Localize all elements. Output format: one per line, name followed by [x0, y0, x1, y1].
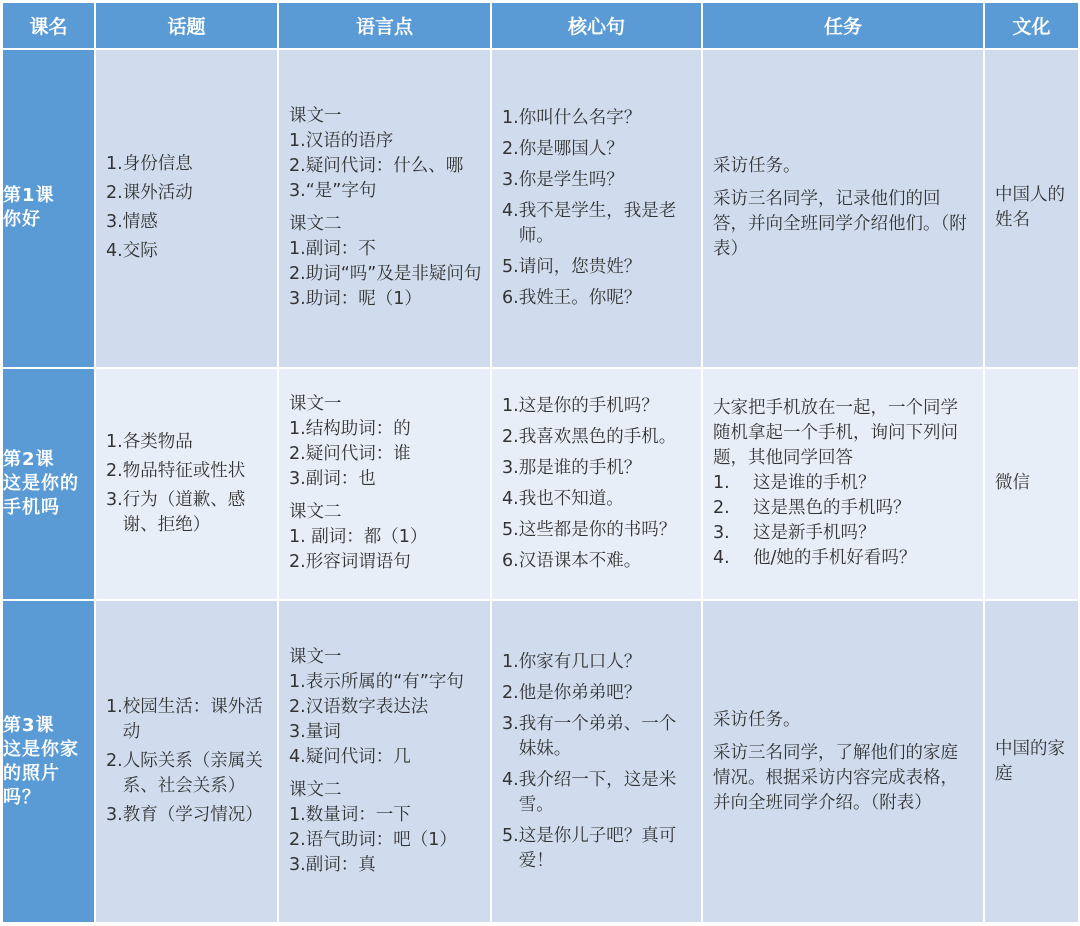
text-section-title: 课文一 [289, 394, 342, 415]
header-culture: 文化 [984, 2, 1079, 49]
language-point-text: 数量词：一下 [305, 805, 411, 826]
task-question-item [713, 546, 975, 571]
language-point-item [289, 745, 482, 770]
topic-list [106, 695, 269, 828]
culture-cell [984, 368, 1079, 601]
syllabus-table [1, 1, 1080, 924]
culture-text: 中国人的姓名 [995, 185, 1065, 231]
language-point-number: 4. [289, 747, 306, 768]
lesson-cell [2, 368, 95, 601]
language-point-number: 2. [289, 156, 306, 177]
lesson-title: 这是你的手机吗 [3, 472, 79, 518]
language-point-item [289, 720, 482, 745]
language-point-number: 3. [289, 181, 306, 202]
language-point-item [289, 129, 482, 154]
language-point-number: 1. [289, 419, 306, 440]
topic-number: 2. [106, 751, 123, 772]
core-sentence-item [502, 487, 693, 512]
core-sentence-cell [491, 600, 702, 923]
language-point-text: 形容词谓语句 [305, 552, 411, 573]
topic-item [106, 695, 269, 745]
language-point-item [289, 442, 482, 467]
language-point-item [289, 287, 482, 312]
lesson-number: 第1课 [3, 185, 55, 207]
core-sentence-text: 我不是学生，我是老师。 [518, 200, 677, 246]
core-sentence-number: 4. [502, 488, 519, 509]
core-sentence-number: 2. [502, 682, 519, 703]
topic-item [106, 488, 269, 538]
language-point-text: 语气助词：吧（1） [305, 830, 457, 851]
core-sentence-number: 3. [502, 457, 519, 478]
core-sentence-list [502, 650, 693, 874]
text-section [289, 500, 482, 575]
language-point-text: 量词 [305, 722, 341, 743]
core-sentence-number: 3. [502, 713, 519, 734]
language-points-cell [278, 49, 491, 368]
core-sentence-text: 这是你儿子吧？真可爱！ [518, 825, 677, 871]
language-point-item [289, 262, 482, 287]
core-sentence-list [502, 106, 693, 311]
language-point-text: 副词：不 [305, 239, 376, 260]
core-sentence-text: 他是你弟弟吧？ [518, 682, 642, 703]
lesson-title: 你好 [3, 209, 41, 231]
core-sentence-text: 汉语课本不难。 [518, 550, 642, 571]
core-sentence-item [502, 650, 693, 675]
core-sentence-text: 我喜欢黑色的手机。 [518, 426, 677, 447]
language-point-list [289, 803, 482, 878]
topic-number: 4. [106, 241, 123, 262]
language-point-text: “是”字句 [305, 181, 377, 202]
language-points-cell [278, 600, 491, 923]
lesson-number: 第2课 [3, 448, 55, 470]
topic-cell [95, 49, 278, 368]
task-paragraph: 大家把手机放在一起，一个同学随机拿起一个手机，询问下列问题，其他同学回答 [713, 398, 958, 469]
topic-text: 行为（道歉、感谢、拒绝） [122, 489, 246, 535]
core-sentence-number: 1. [502, 395, 519, 416]
language-point-number: 3. [289, 289, 306, 310]
language-point-number: 2. [289, 552, 306, 573]
language-point-number: 3. [289, 855, 306, 876]
core-sentence-text: 这是你的手机吗？ [518, 395, 659, 416]
task-question-list [713, 471, 975, 571]
core-sentence-text: 你叫什么名字？ [518, 107, 642, 128]
language-point-item [289, 670, 482, 695]
core-sentence-item [502, 768, 693, 818]
topic-list [106, 430, 269, 538]
language-point-item [289, 853, 482, 878]
language-point-item [289, 154, 482, 179]
core-sentence-text: 我姓王。你呢？ [518, 287, 642, 308]
language-point-number: 3. [289, 469, 306, 490]
core-sentence-text: 我也不知道。 [518, 488, 624, 509]
text-section-title: 课文一 [289, 106, 342, 127]
topic-number: 2. [106, 460, 123, 481]
core-sentence-item [502, 106, 693, 131]
lesson-number: 第3课 [3, 714, 55, 736]
language-point-text: 助词：呢（1） [305, 289, 422, 310]
core-sentence-text: 你是哪国人？ [518, 138, 624, 159]
topic-item [106, 430, 269, 455]
text-section [289, 778, 482, 878]
language-point-item [289, 179, 482, 204]
core-sentence-number: 2. [502, 426, 519, 447]
language-point-text: 副词：都（1） [311, 527, 428, 548]
language-point-list [289, 237, 482, 312]
core-sentence-item [502, 425, 693, 450]
lesson-cell [2, 49, 95, 368]
topic-item [106, 152, 269, 177]
lesson-title: 这是你家的照片吗？ [3, 738, 79, 808]
core-sentence-text: 请问，您贵姓？ [518, 256, 642, 277]
topic-item [106, 459, 269, 484]
language-point-number: 1. [289, 131, 306, 152]
core-sentence-item [502, 255, 693, 280]
core-sentence-text: 我有一个弟弟、一个妹妹。 [518, 713, 677, 759]
core-sentence-number: 1. [502, 107, 519, 128]
language-point-item [289, 525, 482, 550]
task-question-text: 这是新手机吗？ [753, 523, 876, 544]
task-question-number: 4. [713, 548, 730, 569]
language-point-text: 汉语的语序 [305, 131, 394, 152]
language-point-item [289, 467, 482, 492]
core-sentence-item [502, 199, 693, 249]
text-section-title: 课文二 [289, 780, 342, 801]
core-sentence-text: 我介绍一下，这是米雪。 [518, 769, 677, 815]
language-point-number: 3. [289, 722, 306, 743]
topic-text: 教育（学习情况） [122, 805, 263, 826]
core-sentence-number: 1. [502, 651, 519, 672]
core-sentence-item [502, 456, 693, 481]
core-sentence-item [502, 712, 693, 762]
culture-text: 中国的家庭 [995, 738, 1065, 784]
header-row [2, 2, 1079, 49]
core-sentence-cell [491, 368, 702, 601]
task-question-item [713, 521, 975, 546]
language-point-text: 疑问代词：几 [305, 747, 411, 768]
text-section-title: 课文二 [289, 502, 342, 523]
culture-cell [984, 49, 1079, 368]
core-sentence-item [502, 549, 693, 574]
core-sentence-item [502, 137, 693, 162]
task-question-text: 他/她的手机好看吗？ [753, 548, 917, 569]
culture-cell [984, 600, 1079, 923]
topic-item [106, 803, 269, 828]
core-sentence-list [502, 394, 693, 574]
core-sentence-number: 6. [502, 550, 519, 571]
language-point-number: 2. [289, 444, 306, 465]
language-point-number: 2. [289, 830, 306, 851]
language-point-number: 1. [289, 239, 306, 260]
core-sentence-item [502, 286, 693, 311]
core-sentence-number: 2. [502, 138, 519, 159]
text-section-title: 课文一 [289, 647, 342, 668]
topic-number: 1. [106, 431, 123, 452]
core-sentence-cell [491, 49, 702, 368]
text-section [289, 104, 482, 204]
core-sentence-item [502, 394, 693, 419]
text-section-title: 课文二 [289, 214, 342, 235]
language-point-text: 副词：真 [305, 855, 376, 876]
text-section [289, 645, 482, 770]
culture-text: 微信 [995, 473, 1030, 494]
language-point-number: 1. [289, 527, 312, 548]
task-cell [702, 368, 984, 601]
language-point-text: 表示所属的“有”字句 [305, 672, 464, 693]
language-point-text: 结构助词：的 [305, 419, 411, 440]
lesson-cell [2, 600, 95, 923]
topic-text: 课外活动 [122, 183, 193, 204]
lesson-row [2, 600, 1079, 923]
topic-text: 情感 [122, 212, 158, 233]
lesson-row [2, 368, 1079, 601]
language-point-number: 2. [289, 264, 306, 285]
task-question-item [713, 496, 975, 521]
topic-text: 身份信息 [122, 154, 193, 175]
topic-text: 物品特征或性状 [122, 460, 246, 481]
topic-item [106, 239, 269, 264]
core-sentence-number: 4. [502, 769, 519, 790]
language-point-text: 疑问代词：谁 [305, 444, 411, 465]
language-point-number: 1. [289, 672, 306, 693]
topic-text: 各类物品 [122, 431, 193, 452]
language-point-item [289, 803, 482, 828]
core-sentence-text: 那是谁的手机？ [518, 457, 642, 478]
task-paragraph: 采访任务。 [713, 709, 801, 730]
text-section [289, 392, 482, 492]
task-question-item [713, 471, 975, 496]
text-section [289, 212, 482, 312]
task-question-number: 3. [713, 523, 730, 544]
core-sentence-text: 你家有几口人？ [518, 651, 642, 672]
language-point-text: 汉语数字表达法 [305, 697, 429, 718]
task-paragraph: 采访任务。 [713, 156, 801, 177]
core-sentence-number: 6. [502, 287, 519, 308]
task-question-text: 这是黑色的手机吗？ [753, 498, 911, 519]
topic-number: 3. [106, 212, 123, 233]
topic-item [106, 181, 269, 206]
topic-number: 2. [106, 183, 123, 204]
core-sentence-number: 4. [502, 200, 519, 221]
language-point-list [289, 129, 482, 204]
language-point-item [289, 828, 482, 853]
task-paragraph: 采访三名同学，了解他们的家庭情况。根据采访内容完成表格，并向全班同学介绍。（附表） [713, 742, 958, 813]
topic-text: 校园生活：课外活动 [122, 697, 263, 743]
topic-number: 3. [106, 805, 123, 826]
lesson-row [2, 49, 1079, 368]
core-sentence-number: 3. [502, 169, 519, 190]
language-point-number: 2. [289, 697, 306, 718]
task-question-text: 这是谁的手机？ [753, 473, 876, 494]
language-point-item [289, 237, 482, 262]
topic-number: 1. [106, 154, 123, 175]
core-sentence-item [502, 681, 693, 706]
task-question-number: 2. [713, 498, 730, 519]
header-task: 任务 [702, 2, 984, 49]
header-topic: 话题 [95, 2, 278, 49]
language-point-text: 助词“吗”及是非疑问句 [305, 264, 482, 285]
language-points-cell [278, 368, 491, 601]
topic-item [106, 749, 269, 799]
language-point-list [289, 670, 482, 770]
core-sentence-number: 5. [502, 519, 519, 540]
topic-text: 人际关系（亲属关系、社会关系） [122, 751, 263, 797]
topic-number: 3. [106, 489, 123, 510]
core-sentence-item [502, 168, 693, 193]
topic-text: 交际 [122, 241, 158, 262]
language-point-list [289, 525, 482, 575]
core-sentence-number: 5. [502, 256, 519, 277]
topic-cell [95, 368, 278, 601]
task-question-number: 1. [713, 473, 730, 494]
language-point-item [289, 550, 482, 575]
language-point-text: 副词：也 [305, 469, 376, 490]
task-paragraph: 采访三名同学，记录他们的回答，并向全班同学介绍他们。（附表） [713, 189, 967, 260]
core-sentence-item [502, 824, 693, 874]
topic-list [106, 152, 269, 264]
core-sentence-number: 5. [502, 825, 519, 846]
core-sentence-item [502, 518, 693, 543]
header-lesson: 课名 [2, 2, 95, 49]
topic-number: 1. [106, 697, 123, 718]
core-sentence-text: 你是学生吗？ [518, 169, 624, 190]
language-point-text: 疑问代词：什么、哪 [305, 156, 464, 177]
language-point-item [289, 695, 482, 720]
header-core-sentences: 核心句 [491, 2, 702, 49]
topic-cell [95, 600, 278, 923]
task-cell [702, 600, 984, 923]
header-language-points: 语言点 [278, 2, 491, 49]
task-cell [702, 49, 984, 368]
language-point-list [289, 417, 482, 492]
topic-item [106, 210, 269, 235]
language-point-number: 1. [289, 805, 306, 826]
language-point-item [289, 417, 482, 442]
core-sentence-text: 这些都是你的书吗？ [518, 519, 677, 540]
